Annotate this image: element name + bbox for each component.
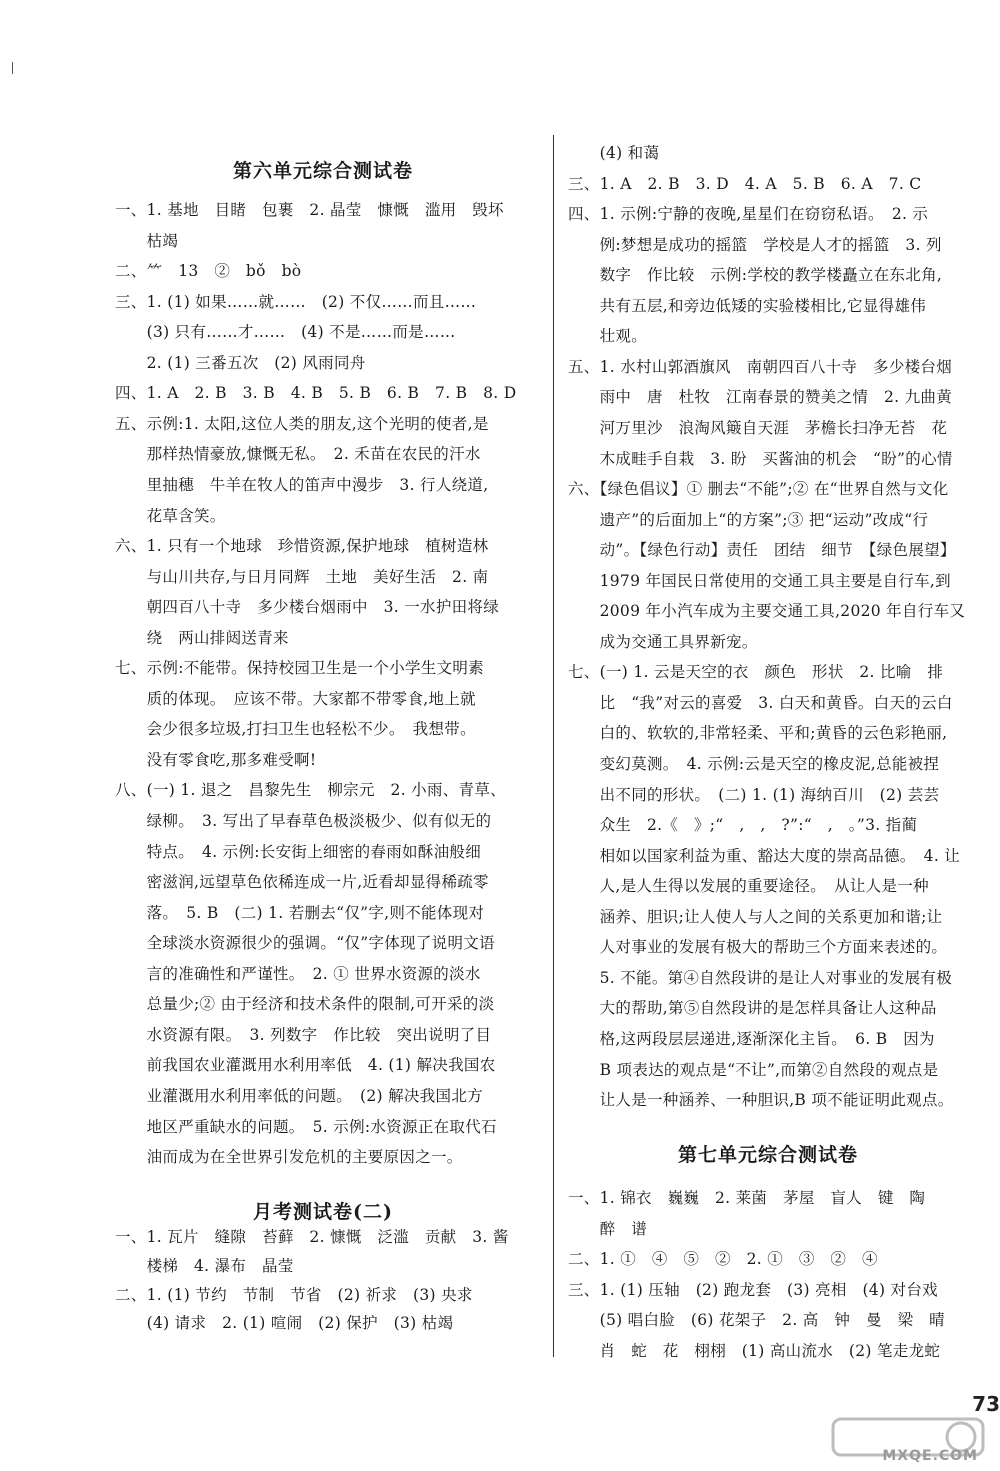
answer-line: 业灌溉用水利用率低的问题。 (2) 解决我国北方: [115, 1086, 483, 1105]
answer-line: 大的帮助,第⑤自然段讲的是怎样具备让人这种品: [568, 999, 937, 1018]
answer-line: 一、1. 锦衣 巍巍 2. 莱菌 茅屋 盲人 键 陶: [568, 1189, 926, 1207]
answer-line: 五、1. 水村山郭酒旗风 南朝四百八十寺 多少楼台烟: [568, 357, 953, 376]
answer-line: 2009 年小汽车成为主要交通工具,2020 年自行车又: [568, 602, 966, 621]
answer-line: 格,这两段层层递进,逐渐深化主旨。 6. B 因为: [568, 1029, 935, 1048]
answer-line: 那样热情豪放,慷慨无私。 2. 禾苗在农民的汗水: [115, 445, 481, 464]
answer-line: 四、1. A 2. B 3. B 4. B 5. B 6. B 7. B 8. D: [115, 384, 517, 403]
answer-line: 二、⺮ 13 ② bǒ bò: [115, 262, 302, 281]
answer-line: 前我国农业灌溉用水利用率低 4. (1) 解决我国农: [115, 1056, 496, 1075]
section-title-unit-7: 第七单元综合测试卷: [678, 1144, 859, 1166]
answer-line: 出不同的形状。 (二) 1. (1) 海纳百川 (2) 芸芸: [568, 785, 940, 804]
answer-line: 醉 谱: [568, 1219, 648, 1238]
answer-line: 人对事业的发展有极大的帮助三个方面来表述的。: [568, 938, 948, 957]
answer-line: 让人是一种涵养、一种胆识,B 项不能证明此观点。: [568, 1091, 954, 1110]
page-number: 73: [972, 1392, 1000, 1416]
section-title-monthly-test-2: 月考测试卷(二): [253, 1201, 393, 1223]
answer-line: 白的、软软的,非常轻柔、平和;黄昏的云色彩艳丽,: [568, 724, 948, 743]
answer-line: 雨中 唐 杜牧 江南春景的赞美之情 2. 九曲黄: [568, 388, 953, 407]
answer-line: 绿柳。 3. 写出了早春草色极淡极少、似有似无的: [115, 812, 492, 830]
answer-line: 遗产”的后面加上“的方案”;③ 把“运动”改成“行: [568, 510, 929, 529]
answer-line: 密滋润,远望草色依稀连成一片,近看却显得稀疏零: [115, 873, 489, 892]
column-divider: [553, 135, 554, 1357]
answer-line: (5) 唱白脸 (6) 花架子 2. 高 钟 曼 梁 晴: [568, 1311, 945, 1329]
answer-line: 二、1. ① ④ ⑤ ② 2. ① ③ ② ④: [568, 1250, 878, 1268]
answer-line: 5. 不能。第④自然段讲的是让人对事业的发展有极: [568, 968, 953, 987]
answer-line: 例:梦想是成功的摇篮 学校是人才的摇篮 3. 列: [568, 235, 942, 254]
answer-line: 五、示例:1. 太阳,这位人类的朋友,这个光明的使者,是: [115, 414, 489, 433]
answer-line: 1979 年国民日常使用的交通工具主要是自行车,到: [568, 571, 951, 590]
answer-line: 一、1. 基地 目睹 包裹 2. 晶莹 慷慨 滥用 毁坏: [115, 201, 504, 219]
answer-line: 总量少;② 由于经济和技术条件的限制,可开采的淡: [115, 995, 495, 1014]
answer-line: (4) 请求 2. (1) 喧闹 (2) 保护 (3) 枯竭: [115, 1314, 454, 1333]
answer-line: 数字 作比较 示例:学校的教学楼矗立在东北角,: [568, 266, 943, 285]
answer-line: 涵养、胆识;让人使人与人之间的关系更加和谐;让: [568, 907, 943, 926]
scan-mark: [12, 62, 13, 74]
answer-line: 花草含笑。: [115, 506, 226, 525]
answer-line: (3) 只有……才…… (4) 不是……而是……: [115, 323, 456, 342]
answer-line: 枯竭: [115, 231, 179, 250]
answer-line: 落。 5. B (二) 1. 若删去“仅”字,则不能体现对: [115, 903, 485, 922]
answer-line: 言的准确性和严谨性。 2. ① 世界水资源的淡水: [115, 964, 481, 983]
answer-line: 三、1. A 2. B 3. D 4. A 5. B 6. A 7. C: [568, 174, 922, 193]
answer-line: 共有五层,和旁边低矮的实验楼相比,它显得雄伟: [568, 296, 927, 315]
answer-line: B 项表达的观点是“不让”,而第②自然段的观点是: [568, 1060, 939, 1079]
answer-line: 特点。 4. 示例:长安街上细密的春雨如酥油般细: [115, 842, 481, 861]
answer-line: 楼梯 4. 瀑布 晶莹: [115, 1256, 294, 1275]
answer-line: 2. (1) 三番五次 (2) 风雨同舟: [115, 353, 366, 372]
answer-line: 与山川共存,与日月同辉 土地 美好生活 2. 南: [115, 567, 489, 586]
answer-line: 朝四百八十寺 多少楼台烟雨中 3. 一水护田将绿: [115, 598, 500, 617]
answer-line: 成为交通工具界新宠。: [568, 632, 758, 651]
answer-line: 里抽穗 牛羊在牧人的笛声中漫步 3. 行人绕道,: [115, 475, 489, 494]
answer-line: 动”。【绿色行动】责任 团结 细节 【绿色展望】: [568, 541, 956, 560]
answer-line: 没有零食吃,那多难受啊!: [115, 750, 317, 769]
answer-line: 肖 蛇 花 栩栩 (1) 高山流水 (2) 笔走龙蛇: [568, 1341, 941, 1360]
answer-line: 三、1. (1) 压轴 (2) 跑龙套 (3) 亮相 (4) 对台戏: [568, 1280, 938, 1299]
answer-line: 地区严重缺水的问题。 5. 示例:水资源正在取代石: [115, 1117, 497, 1136]
answer-line: 八、(一) 1. 退之 昌黎先生 柳宗元 2. 小雨、青草、: [115, 781, 506, 800]
watermark-domain: MXQE.COM: [882, 1448, 978, 1464]
answer-line: 六、1. 只有一个地球 珍惜资源,保护地球 植树造林: [115, 537, 489, 556]
answer-line: 质的体现。 应该不带。大家都不带零食,地上就: [115, 689, 476, 708]
answer-line: 一、1. 瓦片 缝隙 苔藓 2. 慷慨 泛滥 贡献 3. 酱: [115, 1228, 509, 1246]
answer-line: 壮观。: [568, 327, 648, 346]
answer-line: 人,是人生得以发展的重要途径。 从让人是一种: [568, 877, 929, 896]
answer-line: 变幻莫测。 4. 示例:云是天空的橡皮泥,总能被捏: [568, 755, 940, 773]
answer-line: (4) 和蔼: [568, 144, 660, 162]
answer-line: 比 “我”对云的喜爱 3. 白天和黄昏。白天的云白: [568, 693, 953, 712]
answer-line: 木成畦手自栽 3. 盼 买酱油的机会 “盼”的心情: [568, 449, 953, 468]
answer-line: 油而成为在全世界引发危机的主要原因之一。: [115, 1148, 463, 1167]
answer-line: 众生 2.《 》;“ , , ?”:“ , 。”3. 指蔺: [568, 816, 918, 835]
answer-line: 四、1. 示例:宁静的夜晚,星星们在窃窃私语。 2. 示: [568, 205, 929, 224]
answer-line: 水资源有限。 3. 列数字 作比较 突出说明了目: [115, 1025, 492, 1044]
section-title-unit-6: 第六单元综合测试卷: [233, 160, 414, 182]
answer-line: 三、1. (1) 如果……就…… (2) 不仅……而且……: [115, 292, 477, 311]
answer-line: 相如以国家利益为重、豁达大度的崇高品德。 4. 让: [568, 846, 961, 865]
answer-line: 会少很多垃圾,打扫卫生也轻松不少。 我想带。: [115, 720, 476, 739]
answer-line: 七、(一) 1. 云是天空的衣 颜色 形状 2. 比喻 排: [568, 663, 944, 682]
answer-line: 全球淡水资源很少的强调。“仅”字体现了说明文语: [115, 934, 495, 953]
answer-line: 六、【绿色倡议】① 删去“不能”;② 在“世界自然与文化: [568, 480, 949, 499]
answer-line: 七、示例:不能带。保持校园卫生是一个小学生文明素: [115, 659, 484, 678]
answer-line: 二、1. (1) 节约 节制 节省 (2) 祈求 (3) 央求: [115, 1285, 473, 1304]
answer-line: 河万里沙 浪淘风簸自天涯 茅檐长扫净无苔 花: [568, 418, 948, 437]
answer-line: 绕 两山排闼送青来: [115, 628, 289, 647]
